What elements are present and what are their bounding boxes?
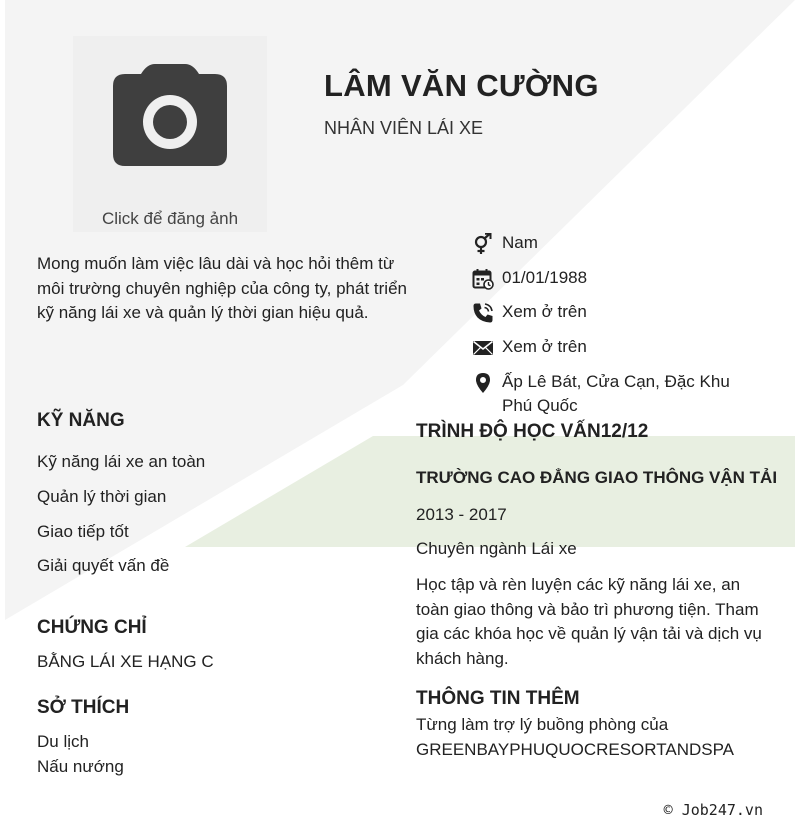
gender-value: Nam: [502, 233, 538, 252]
footer-copyright: © Job247.vn: [663, 801, 763, 819]
hobby-item: Du lịch: [37, 732, 89, 751]
info-birthdate: [472, 266, 762, 300]
job-title: NHÂN VIÊN LÁI XE: [324, 118, 484, 138]
additional-info-line: Từng làm trợ lý buồng phòng của: [416, 715, 669, 734]
info-phone: [472, 300, 762, 335]
candidate-name: LÂM VĂN CƯỜNG: [324, 68, 599, 103]
envelope-icon: [472, 337, 494, 359]
info-address: [472, 370, 762, 418]
photo-upload-label: Click để đăng ảnh: [101, 209, 239, 228]
education-school: TRƯỜNG CAO ĐẲNG GIAO THÔNG VẬN TẢI: [416, 468, 778, 487]
additional-info-line: GREENBAYPHUQUOCRESORTANDSPA: [416, 740, 735, 759]
info-gender: [472, 231, 762, 266]
skill-item: Quản lý thời gian: [37, 487, 167, 506]
gender-icon: [472, 233, 494, 255]
address-value: Ấp Lê Bát, Cửa Cạn, Đặc Khu Phú Quốc: [502, 372, 730, 415]
birthdate-value: 01/01/1988: [502, 268, 588, 287]
phone-value: Xem ở trên: [502, 302, 587, 321]
calendar-icon: [472, 268, 494, 290]
hobbies-title: SỞ THÍCH: [37, 697, 130, 718]
skill-item: Giao tiếp tốt: [37, 522, 129, 541]
education-period: 2013 - 2017: [416, 505, 507, 524]
additional-info-title: THÔNG TIN THÊM: [416, 688, 580, 709]
camera-icon: [111, 64, 229, 166]
skills-title: KỸ NĂNG: [37, 410, 125, 431]
career-objective: Mong muốn làm việc lâu dài và học hỏi thêm từ môi trường chuyên nghiệp của công ty, phát triển kỹ năng lái xe và quản lý thời gian hiệu quả.: [37, 254, 407, 322]
skill-item: Kỹ năng lái xe an toàn: [37, 452, 206, 471]
certificate-item: BẰNG LÁI XE HẠNG C: [37, 652, 214, 671]
certificates-title: CHỨNG CHỈ: [37, 617, 147, 638]
hobby-item: Nấu nướng: [37, 757, 124, 776]
personal-info: [472, 231, 762, 418]
skill-item: Giải quyết vấn đề: [37, 556, 170, 575]
photo-upload[interactable]: [73, 36, 267, 232]
location-pin-icon: [472, 372, 494, 394]
email-value: Xem ở trên: [502, 337, 587, 356]
phone-icon: [472, 302, 494, 324]
info-email: [472, 335, 762, 370]
education-description: Học tập và rèn luyện các kỹ năng lái xe, an toàn giao thông và bảo trì phương tiện. Tham gia các khóa học về quản lý vận tải và dịch vụ khách hàng.: [416, 575, 762, 668]
education-title: TRÌNH ĐỘ HỌC VẤN12/12: [416, 421, 649, 442]
education-major: Chuyên ngành Lái xe: [416, 539, 577, 558]
